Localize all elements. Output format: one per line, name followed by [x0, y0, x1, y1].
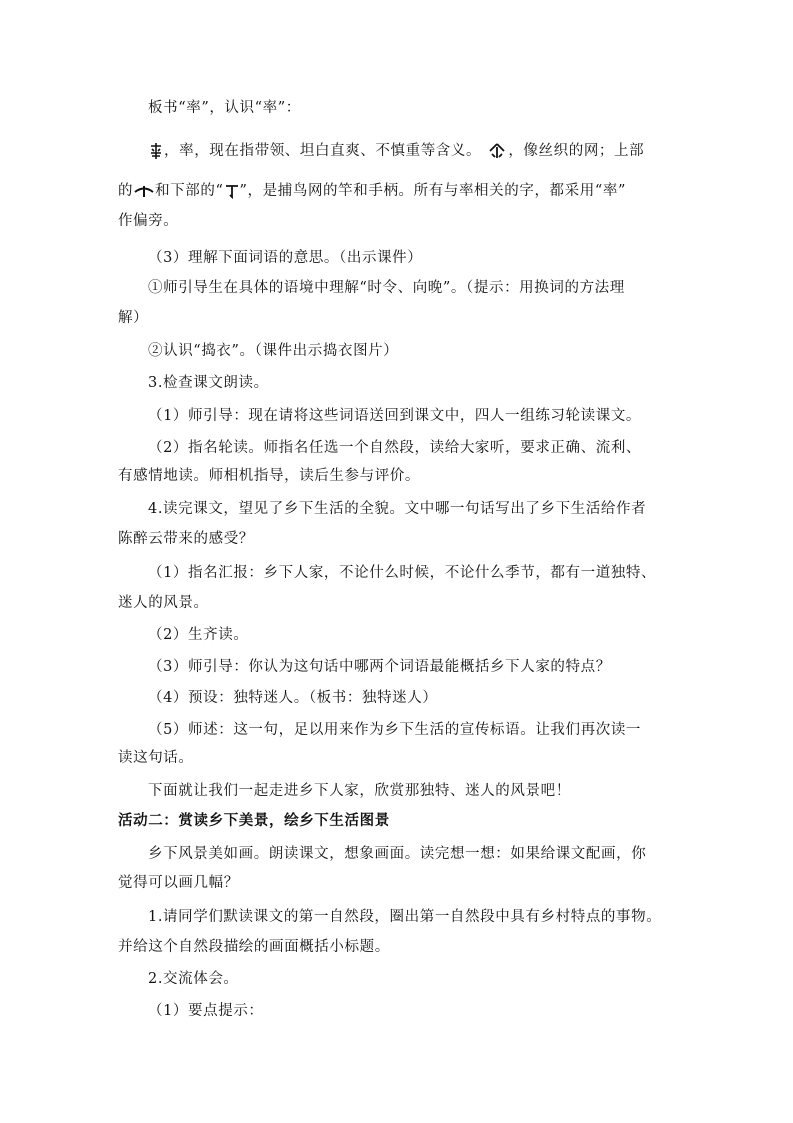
line-3-text-b: 和下部的“	[155, 183, 224, 199]
line-26: 1.请同学们默读课文的第一自然段，圈出第一自然段中具有乡村特点的事物。	[148, 909, 662, 925]
line-1: 板书“率”，认识“率”：	[148, 100, 301, 116]
line-5: （3）理解下面词语的意思。（出示课件）	[148, 250, 423, 266]
line-3-text-c: ”，是捕鸟网的竿和手柄。所有与率相关的字，都采用“率”	[239, 183, 626, 199]
line-14: 陈醉云带来的感受？	[118, 531, 254, 547]
line-29: （1）要点提示：	[148, 1003, 264, 1019]
top-part-glyph-icon	[133, 183, 155, 199]
line-4: 作偏旁。	[118, 213, 179, 229]
line-8: ②认识“捣衣”。（课件出示捣衣图片）	[148, 343, 399, 359]
line-15: （1）指名汇报：乡下人家，不论什么时候，不论什么季节，都有一道独特、	[148, 565, 657, 581]
line-6: ①师引导生在具体的语境中理解“时令、向晚”。（提示：用换词的方法理	[148, 280, 625, 296]
line-2-text-b: ，像丝织的网；上部	[508, 143, 645, 159]
line-2	[118, 136, 688, 166]
line-24: 乡下风景美如画。朗读课文，想象画面。读完想一想：如果给课文配画，你	[148, 846, 647, 862]
line-13: 4.读完课文，望见了乡下生活的全貌。文中哪一句话写出了乡下生活给作者	[148, 501, 647, 517]
line-20: （5）师述：这一句，足以用来作为乡下生活的宣传标语。让我们再次读一	[148, 722, 642, 738]
line-22: 下面就让我们一起走进乡下人家，欣赏那独特、迷人的风景吧！	[148, 783, 571, 799]
line-9: 3.检查课文朗读。	[148, 375, 269, 391]
line-7: 解）	[118, 310, 149, 326]
line-12: 有感情地读。师相机指导，读后生参与评价。	[118, 468, 420, 484]
line-3	[118, 176, 688, 206]
line-11: （2）指名轮读。师指名任选一个自然段，读给大家听，要求正确、流利、	[148, 440, 642, 456]
line-27: 并给这个自然段描绘的画面概括小标题。	[118, 939, 390, 955]
line-28: 2.交流体会。	[148, 971, 239, 987]
line-16: 迷人的风景。	[118, 595, 209, 611]
silk-net-glyph-icon	[486, 142, 508, 160]
line-21: 读这句话。	[118, 750, 194, 766]
line-10: （1）师引导：现在请将这些词语送回到课文中，四人一组练习轮读课文。	[148, 408, 642, 424]
line-25: 觉得可以画几幅？	[118, 875, 239, 891]
ancient-lu-character-icon	[148, 142, 164, 160]
section-heading: 活动二：赏读乡下美景，绘乡下生活图景	[118, 813, 390, 829]
line-19: （4）预设：独特迷人。（板书：独特迷人）	[148, 690, 438, 706]
line-3-text-a: 的	[118, 183, 134, 199]
line-17: （2）生齐读。	[148, 627, 249, 643]
line-2-text-a: ，率，现在指带领、坦白直爽、不慎重等含义。	[164, 143, 482, 159]
line-18: （3）师引导：你认为这句话中哪两个词语最能概括乡下人家的特点？	[148, 659, 611, 675]
bottom-part-glyph-icon	[224, 183, 240, 199]
